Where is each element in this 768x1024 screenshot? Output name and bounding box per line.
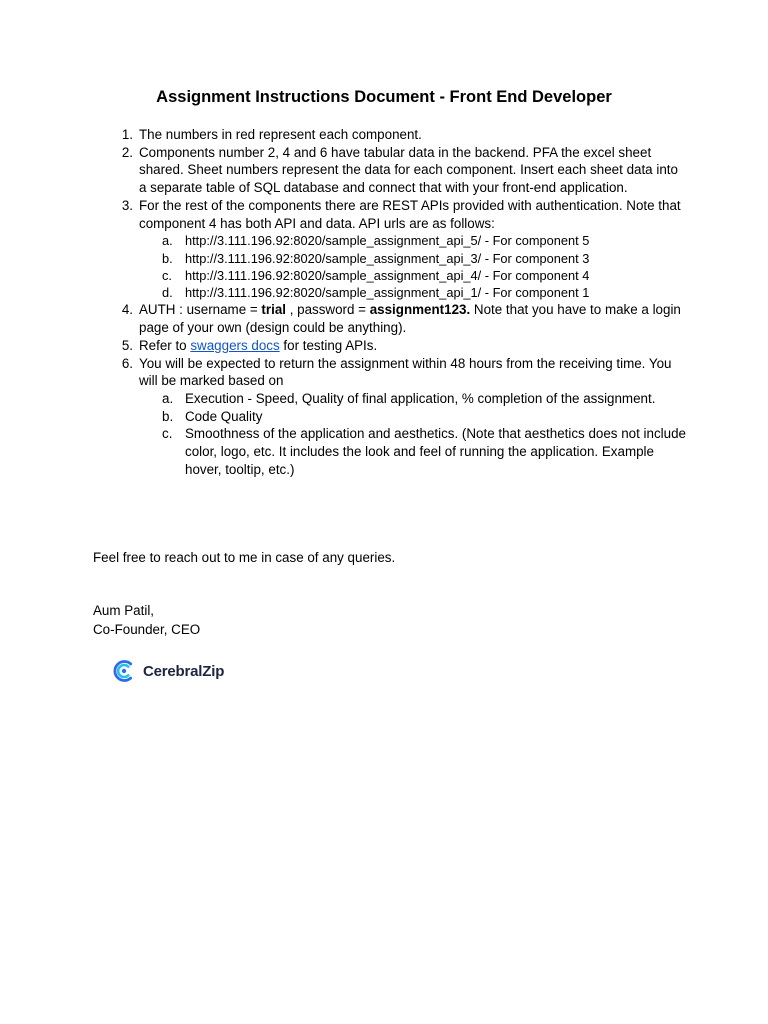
logo-wordmark: CerebralZip	[143, 662, 225, 680]
list-number: 1.	[121, 127, 133, 142]
criteria-text: Smoothness of the application and aesthetics. (Note that aesthetics does not include color, logo, etc. It includes the look and feel of running the application. Example hover, tooltip, etc.)	[185, 426, 686, 477]
sublist-letter: b.	[162, 250, 173, 266]
api-url-item	[162, 284, 687, 301]
list-number: 5.	[121, 337, 133, 353]
criteria-text: Execution - Speed, Quality of final application, % completion of the assignment.	[185, 390, 656, 406]
list-number: 3.	[121, 197, 133, 213]
list-number: 6.	[121, 355, 133, 371]
api-url-item	[162, 250, 687, 267]
sublist-letter: b.	[162, 408, 174, 424]
refer-prefix: Refer to	[139, 337, 191, 353]
api-url-text: http://3.111.196.92:8020/sample_assignment_api_4/ - For component 4	[185, 267, 590, 283]
list-number: 2.	[121, 144, 133, 160]
list-item	[121, 144, 687, 197]
sublist-letter: d.	[162, 285, 173, 301]
list-number: 4.	[121, 302, 133, 318]
signature-block	[93, 602, 200, 639]
criteria-item	[162, 425, 687, 478]
list-item-text: For the rest of the components there are REST APIs provided with authentication. Note that component 4 has both API and data. API urls are as follows:	[139, 197, 681, 231]
sublist-letter: c.	[162, 426, 173, 442]
auth-password: assignment123.	[369, 302, 471, 318]
api-url-text: http://3.111.196.92:8020/sample_assignment_api_1/ - For component 1	[185, 285, 590, 301]
closing-note: Feel free to reach out to me in case of any queries.	[93, 550, 396, 565]
list-item-text: You will be expected to return the assignment within 48 hours from the receiving time. You will be marked based on	[139, 355, 672, 389]
auth-username: trial	[261, 302, 286, 318]
refer-suffix: for testing APIs.	[279, 337, 378, 353]
list-item	[121, 126, 687, 144]
signature-role: Co-Founder, CEO	[93, 621, 201, 637]
page-title: Assignment Instructions Document - Front End Developer	[156, 88, 612, 106]
api-url-item	[162, 267, 687, 284]
list-item-text: The numbers in red represent each component.	[139, 127, 422, 142]
auth-middle: , password =	[285, 302, 370, 318]
list-item	[121, 197, 687, 232]
api-url-item	[162, 232, 687, 249]
swagger-docs-link[interactable]: swaggers docs	[190, 337, 280, 353]
signature-name: Aum Patil,	[93, 603, 155, 618]
api-url-text: http://3.111.196.92:8020/sample_assignment_api_5/ - For component 5	[185, 233, 590, 249]
cerebralzip-logo-icon	[111, 658, 137, 684]
auth-suffix: Note that you have to make a login page of your own (design could be anything).	[139, 302, 681, 336]
sublist-letter: a.	[162, 233, 173, 249]
sublist-letter: c.	[162, 267, 172, 283]
list-item-text: Components number 2, 4 and 6 have tabular data in the backend. PFA the excel sheet shared. Sheet numbers represent the data for each component. Insert each sheet data into a separate table of SQL database and connect that with your front-end application.	[139, 144, 678, 196]
criteria-item	[162, 390, 687, 408]
list-item	[121, 355, 687, 390]
list-item	[121, 301, 687, 336]
criteria-text: Code Quality	[185, 408, 263, 424]
list-item	[121, 337, 687, 355]
criteria-list	[162, 390, 687, 479]
api-url-text: http://3.111.196.92:8020/sample_assignment_api_3/ - For component 3	[185, 250, 590, 266]
sublist-letter: a.	[162, 390, 174, 406]
api-url-list	[162, 232, 687, 301]
criteria-item	[162, 408, 687, 426]
company-logo	[111, 657, 224, 685]
instructions-list	[121, 126, 687, 478]
auth-prefix: AUTH : username =	[139, 302, 262, 318]
